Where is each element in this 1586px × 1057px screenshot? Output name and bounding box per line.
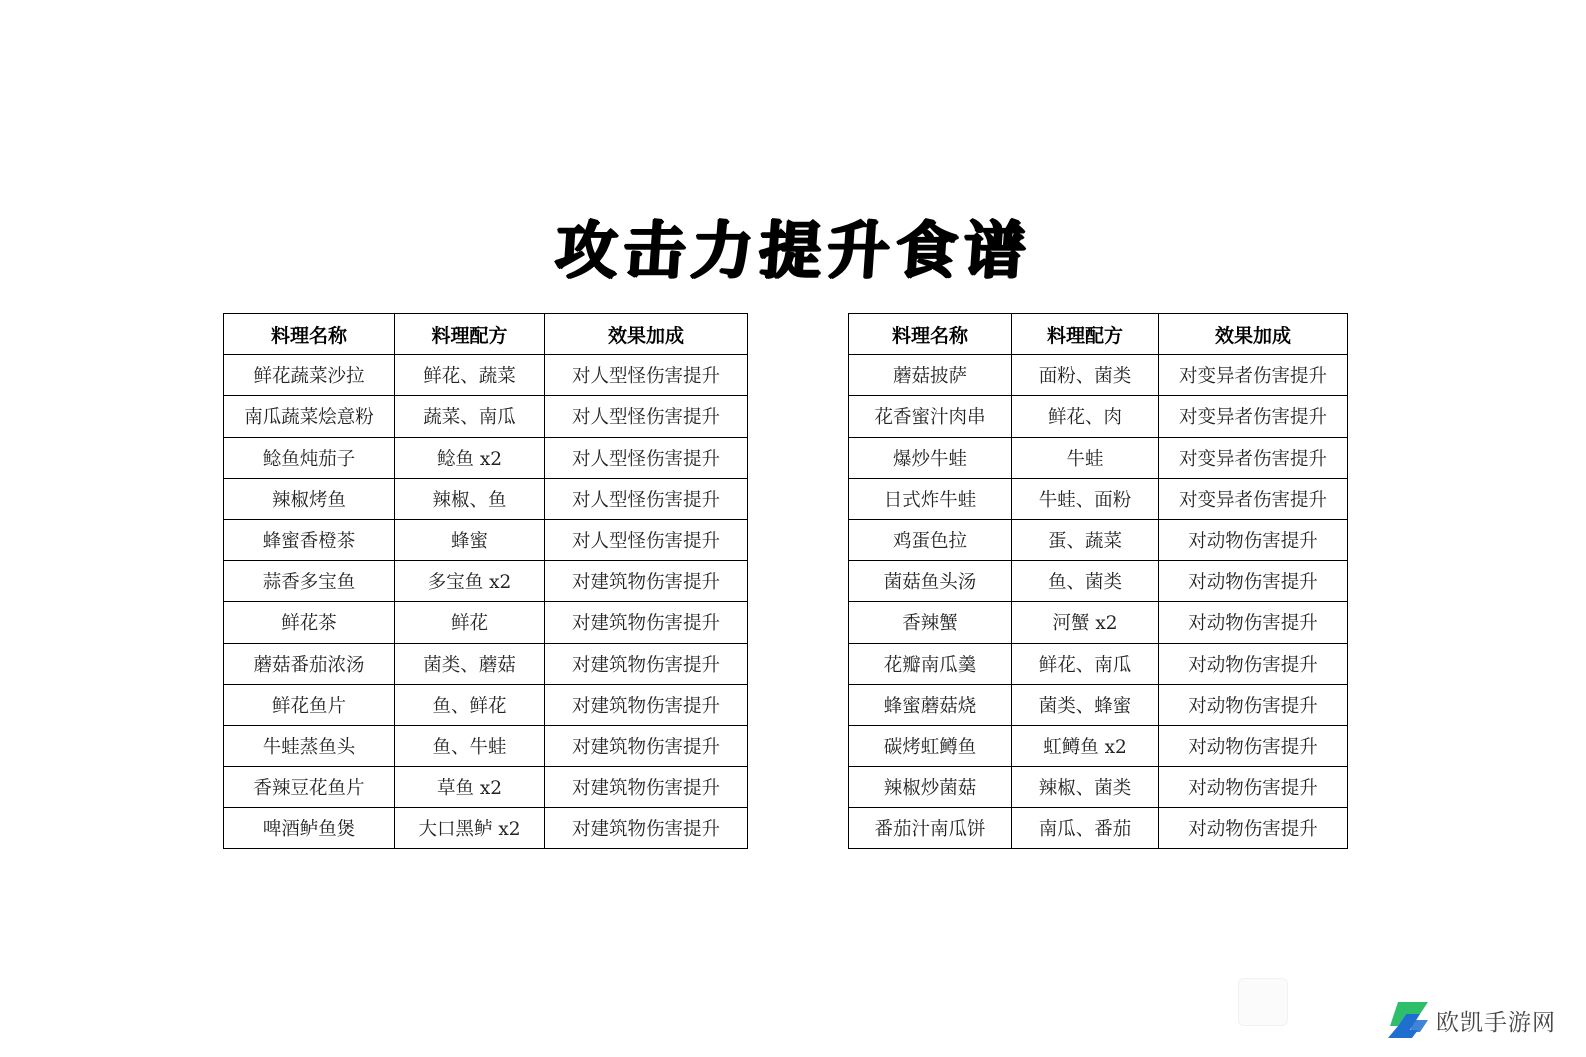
dish-name-cell: 鲶鱼炖茄子 bbox=[224, 437, 395, 478]
dish-name-cell: 啤酒鲈鱼煲 bbox=[224, 808, 395, 849]
effect-cell: 对动物伤害提升 bbox=[1159, 561, 1348, 602]
dish-name-cell: 番茄汁南瓜饼 bbox=[849, 808, 1012, 849]
effect-cell: 对动物伤害提升 bbox=[1159, 808, 1348, 849]
table-row bbox=[849, 519, 1348, 560]
column-header-effect: 效果加成 bbox=[1159, 314, 1348, 355]
recipe-cell: 菌类、蜂蜜 bbox=[1012, 684, 1159, 725]
dish-name-cell: 鸡蛋色拉 bbox=[849, 519, 1012, 560]
dish-name-cell: 蘑菇番茄浓汤 bbox=[224, 643, 395, 684]
table-row bbox=[224, 355, 748, 396]
header-row bbox=[224, 314, 748, 355]
effect-cell: 对人型怪伤害提升 bbox=[545, 355, 748, 396]
table-header bbox=[849, 314, 1348, 355]
recipe-cell: 多宝鱼 x2 bbox=[395, 561, 545, 602]
table-row bbox=[224, 602, 748, 643]
recipe-cell: 鲜花 bbox=[395, 602, 545, 643]
effect-cell: 对动物伤害提升 bbox=[1159, 602, 1348, 643]
effect-cell: 对动物伤害提升 bbox=[1159, 767, 1348, 808]
column-header-effect: 效果加成 bbox=[545, 314, 748, 355]
dish-name-cell: 蘑菇披萨 bbox=[849, 355, 1012, 396]
brand-name: 欧凯手游网 bbox=[1436, 1009, 1556, 1036]
effect-cell: 对建筑物伤害提升 bbox=[545, 725, 748, 766]
recipe-cell: 辣椒、鱼 bbox=[395, 478, 545, 519]
effect-cell: 对变异者伤害提升 bbox=[1159, 437, 1348, 478]
table-row bbox=[224, 808, 748, 849]
dish-name-cell: 爆炒牛蛙 bbox=[849, 437, 1012, 478]
recipe-cell: 虹鳟鱼 x2 bbox=[1012, 725, 1159, 766]
recipe-cell: 鱼、牛蛙 bbox=[395, 725, 545, 766]
dish-name-cell: 香辣蟹 bbox=[849, 602, 1012, 643]
dish-name-cell: 鲜花蔬菜沙拉 bbox=[224, 355, 395, 396]
recipe-cell: 鱼、菌类 bbox=[1012, 561, 1159, 602]
recipe-cell: 南瓜、番茄 bbox=[1012, 808, 1159, 849]
effect-cell: 对建筑物伤害提升 bbox=[545, 808, 748, 849]
recipe-cell: 鲜花、南瓜 bbox=[1012, 643, 1159, 684]
column-header-recipe: 料理配方 bbox=[395, 314, 545, 355]
effect-cell: 对变异者伤害提升 bbox=[1159, 355, 1348, 396]
table-row bbox=[849, 767, 1348, 808]
table-row bbox=[224, 396, 748, 437]
recipe-cell: 辣椒、菌类 bbox=[1012, 767, 1159, 808]
page-title: 攻击力提升食谱 bbox=[552, 214, 1034, 287]
table-row bbox=[224, 437, 748, 478]
recipe-cell: 牛蛙 bbox=[1012, 437, 1159, 478]
table-row bbox=[224, 725, 748, 766]
dish-name-cell: 南瓜蔬菜烩意粉 bbox=[224, 396, 395, 437]
ouk-logo-icon bbox=[1384, 998, 1432, 1042]
effect-cell: 对人型怪伤害提升 bbox=[545, 437, 748, 478]
watermark-placeholder bbox=[1238, 978, 1288, 1026]
recipe-cell: 鲜花、肉 bbox=[1012, 396, 1159, 437]
dish-name-cell: 鲜花茶 bbox=[224, 602, 395, 643]
effect-cell: 对建筑物伤害提升 bbox=[545, 767, 748, 808]
table-row bbox=[224, 561, 748, 602]
effect-cell: 对变异者伤害提升 bbox=[1159, 396, 1348, 437]
table-row bbox=[224, 519, 748, 560]
dish-name-cell: 菌菇鱼头汤 bbox=[849, 561, 1012, 602]
recipe-cell: 菌类、蘑菇 bbox=[395, 643, 545, 684]
table-row bbox=[224, 643, 748, 684]
column-header-dish-name: 料理名称 bbox=[224, 314, 395, 355]
table-row bbox=[224, 767, 748, 808]
dish-name-cell: 蒜香多宝鱼 bbox=[224, 561, 395, 602]
table-row bbox=[849, 437, 1348, 478]
effect-cell: 对动物伤害提升 bbox=[1159, 519, 1348, 560]
column-header-recipe: 料理配方 bbox=[1012, 314, 1159, 355]
column-header-dish-name: 料理名称 bbox=[849, 314, 1012, 355]
dish-name-cell: 蜂蜜香橙茶 bbox=[224, 519, 395, 560]
recipe-cell: 牛蛙、面粉 bbox=[1012, 478, 1159, 519]
effect-cell: 对人型怪伤害提升 bbox=[545, 396, 748, 437]
table-body bbox=[224, 355, 748, 849]
recipe-cell: 大口黑鲈 x2 bbox=[395, 808, 545, 849]
effect-cell: 对动物伤害提升 bbox=[1159, 725, 1348, 766]
table-row bbox=[849, 808, 1348, 849]
table-row bbox=[224, 478, 748, 519]
dish-name-cell: 日式炸牛蛙 bbox=[849, 478, 1012, 519]
table-row bbox=[849, 561, 1348, 602]
dish-name-cell: 蜂蜜蘑菇烧 bbox=[849, 684, 1012, 725]
recipe-cell: 蜂蜜 bbox=[395, 519, 545, 560]
recipe-cell: 鲜花、蔬菜 bbox=[395, 355, 545, 396]
recipe-cell: 鲶鱼 x2 bbox=[395, 437, 545, 478]
effect-cell: 对人型怪伤害提升 bbox=[545, 478, 748, 519]
effect-cell: 对建筑物伤害提升 bbox=[545, 602, 748, 643]
effect-cell: 对建筑物伤害提升 bbox=[545, 643, 748, 684]
dish-name-cell: 辣椒炒菌菇 bbox=[849, 767, 1012, 808]
table-row bbox=[849, 725, 1348, 766]
dish-name-cell: 鲜花鱼片 bbox=[224, 684, 395, 725]
dish-name-cell: 香辣豆花鱼片 bbox=[224, 767, 395, 808]
recipe-cell: 草鱼 x2 bbox=[395, 767, 545, 808]
dish-name-cell: 辣椒烤鱼 bbox=[224, 478, 395, 519]
table-body bbox=[849, 355, 1348, 849]
recipe-table-left bbox=[223, 313, 748, 849]
recipe-cell: 蔬菜、南瓜 bbox=[395, 396, 545, 437]
recipe-cell: 鱼、鲜花 bbox=[395, 684, 545, 725]
table-row bbox=[849, 643, 1348, 684]
table-row bbox=[849, 684, 1348, 725]
effect-cell: 对动物伤害提升 bbox=[1159, 643, 1348, 684]
effect-cell: 对建筑物伤害提升 bbox=[545, 684, 748, 725]
effect-cell: 对人型怪伤害提升 bbox=[545, 519, 748, 560]
recipe-cell: 河蟹 x2 bbox=[1012, 602, 1159, 643]
table-row bbox=[849, 396, 1348, 437]
effect-cell: 对变异者伤害提升 bbox=[1159, 478, 1348, 519]
recipe-table-right bbox=[848, 313, 1348, 849]
table-row bbox=[849, 602, 1348, 643]
table-row bbox=[849, 478, 1348, 519]
dish-name-cell: 碳烤虹鳟鱼 bbox=[849, 725, 1012, 766]
dish-name-cell: 花香蜜汁肉串 bbox=[849, 396, 1012, 437]
header-row bbox=[849, 314, 1348, 355]
effect-cell: 对建筑物伤害提升 bbox=[545, 561, 748, 602]
recipe-cell: 蛋、蔬菜 bbox=[1012, 519, 1159, 560]
table-row bbox=[224, 684, 748, 725]
recipe-cell: 面粉、菌类 bbox=[1012, 355, 1159, 396]
table-header bbox=[224, 314, 748, 355]
dish-name-cell: 牛蛙蒸鱼头 bbox=[224, 725, 395, 766]
table-row bbox=[849, 355, 1348, 396]
brand-watermark[interactable] bbox=[1384, 998, 1556, 1042]
dish-name-cell: 花瓣南瓜羹 bbox=[849, 643, 1012, 684]
effect-cell: 对动物伤害提升 bbox=[1159, 684, 1348, 725]
